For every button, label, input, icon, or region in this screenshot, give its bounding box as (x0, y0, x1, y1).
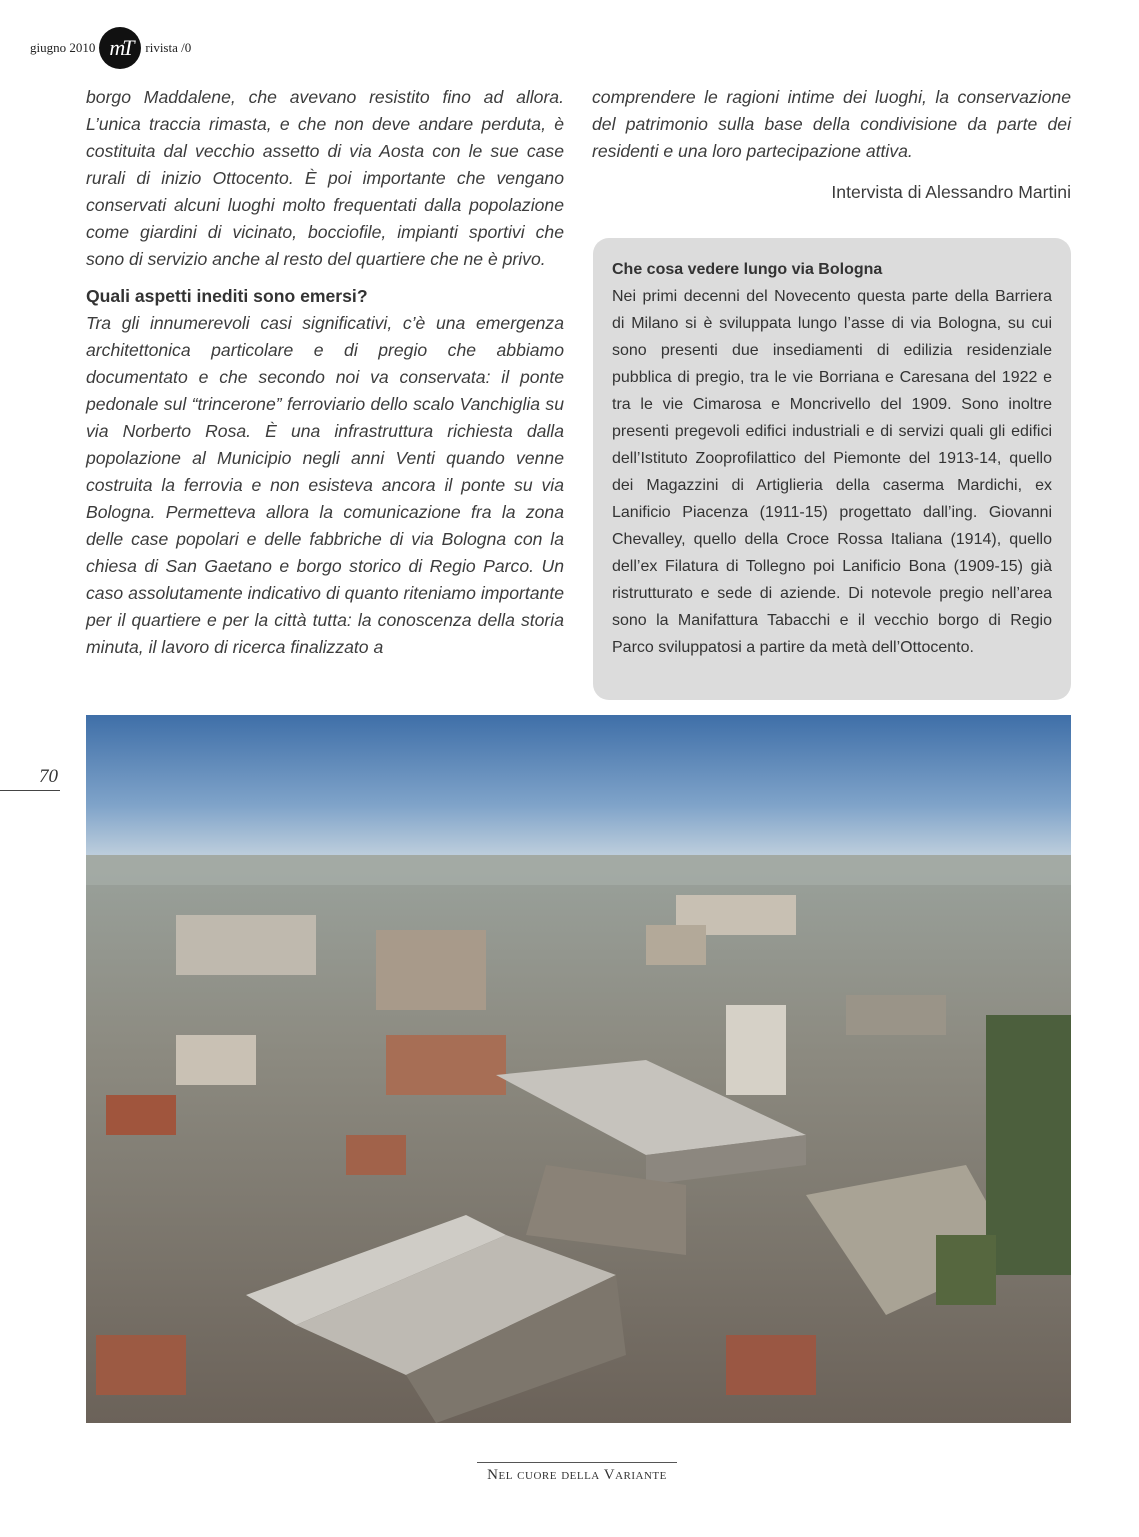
page-number: 70 (0, 766, 60, 791)
magazine-logo: mT (99, 27, 141, 69)
issue-number: rivista /0 (145, 40, 192, 55)
interview-question: Quali aspetti inediti sono emersi? (86, 286, 368, 306)
left-column (86, 84, 564, 661)
right-column (592, 84, 1071, 206)
aerial-photo (86, 715, 1071, 1423)
interview-signature: Intervista di Alessandro Martini (831, 182, 1071, 202)
left-paragraph-2: Tra gli innumerevoli casi significativi, c’è una emergenza architettonica particolare e di pregio che abbiamo documentato e che secondo noi va conservata: il ponte pedonale sul “trincerone” ferroviario dello scalo Vanchiglia su via Norberto Rosa. È una infrastruttura richiesta dalla popolazione al Municipio negli anni Venti quando venne costruita la ferrovia e non esisteva ancora il ponte su via Bologna. Permetteva allora la comunicazione fra la zona delle case popolari e delle fabbriche di via Bologna con la chiesa di San Gaetano e borgo storico di Regio Parco. Un caso assolutamente indicativo di quanto riteniamo importante per il quartiere e per la città tutta: la conoscenza della storia minuta, il lavoro di ricerca finalizzato a (86, 313, 564, 657)
issue-date: giugno 2010 (30, 40, 96, 55)
sidebar-box-title: Che cosa vedere lungo via Bologna (612, 261, 883, 278)
left-paragraph-1: borgo Maddalene, che avevano resistito fino ad allora. L’unica traccia rimasta, e che non deve andare perduta, è costituita dal vecchio assetto di via Aosta con le sue case rurali di inizio Ottocento. È poi importante che vengano conservati alcuni luoghi molto frequentati dalla popolazione come giardini di vicinato, bocciofile, impianti sportivi che sono di servizio anche al resto del quartiere che ne è privo. (86, 87, 564, 269)
page-header (30, 26, 191, 70)
right-paragraph-1: comprendere le ragioni intime dei luoghi, la conservazione del patrimonio sulla base della condivisione da parte dei residenti e una loro partecipazione attiva. (592, 87, 1071, 161)
sidebar-box (593, 238, 1071, 700)
sidebar-box-body: Nei primi decenni del Novecento questa parte della Barriera di Milano si è sviluppata lungo l’asse di via Bologna, su cui sono presenti due insediamenti di edilizia residenziale pubblica di pregio, tra le vie Borriana e Caresana del 1922 e tra le vie Cimarosa e Moncrivello del 1909. Sono inoltre presenti pregevoli edifici industriali e di servizi quali gli edifici dell’Istituto Zooprofilattico del Piemonte del 1913-14, quello dei Magazzini di Artiglieria della caserma Mardichi, ex Lanificio Piacenza (1911-15) progettato dall’ing. Giovanni Chevalley, quello della Croce Rossa Italiana (1914), quello dell’ex Filatura di Tollegno poi Lanificio Bona (1909-15) già ristrutturato e sede di aziende. Di notevole pregio nell’area sono la Manifattura Tabacchi e il vecchio borgo di Regio Parco sviluppatosi a partire da metà dell’Ottocento. (612, 288, 1052, 656)
running-footer: Nel cuore della Variante (477, 1462, 677, 1484)
